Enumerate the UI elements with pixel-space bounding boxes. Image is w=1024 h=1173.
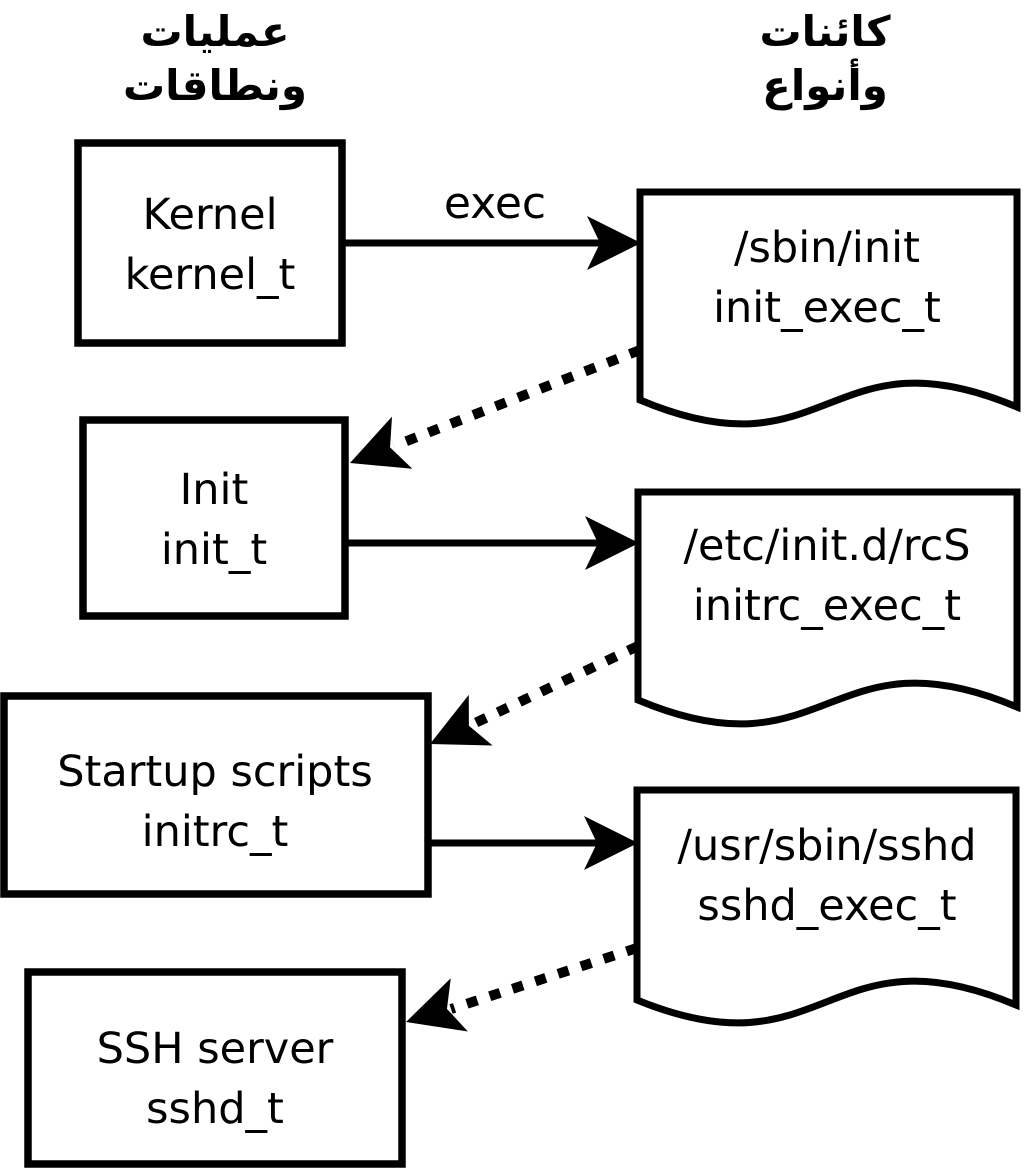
transition-arrow-sbin-init-to-init-head-icon (340, 417, 413, 490)
transition-arrow-sshd-exec-to-sshd-line (451, 948, 637, 1009)
column-header-objects-types (610, 5, 1024, 113)
column-header-objects-line2: وأنواع (762, 61, 888, 110)
process-type: kernel_t (124, 250, 296, 300)
column-header-objects-line1: كائنات (759, 7, 891, 56)
usr-sbin-sshd-document-label (637, 816, 1017, 936)
arrow-init-to-rcs (345, 516, 639, 570)
init-box-label (84, 460, 344, 580)
transition-arrow-sbin-init-to-init-line (394, 350, 640, 446)
process-name: Kernel (142, 190, 278, 240)
object-type: init_exec_t (713, 283, 941, 333)
process-type: sshd_t (146, 1084, 284, 1134)
transition-arrow-sshd-exec-to-sshd-head-icon (397, 978, 467, 1048)
transition-arrow-sbin-init-to-init (340, 350, 640, 489)
object-path: /etc/init.d/rcS (683, 521, 971, 571)
exec-edge-label: exec (443, 178, 547, 229)
object-path: /sbin/init (734, 223, 920, 273)
arrow-initrc-to-sshd (428, 816, 638, 870)
column-header-processes-line2: ونطاقات (122, 61, 308, 110)
object-type: initrc_exec_t (692, 581, 962, 631)
sbin-init-document-label (637, 218, 1017, 338)
transition-arrow-rcs-to-initrc (418, 646, 638, 769)
object-path: /usr/sbin/sshd (677, 821, 977, 871)
transition-arrow-sshd-exec-to-sshd (397, 948, 637, 1049)
transition-arrow-rcs-to-initrc-line (473, 646, 638, 724)
etc-initd-rcs-document-label (637, 516, 1017, 636)
column-header-processes-domains (0, 5, 430, 113)
kernel-box-label (80, 185, 340, 305)
ssh-server-box-label (28, 1019, 402, 1139)
process-type: init_t (160, 525, 268, 575)
process-type: initrc_t (141, 807, 289, 857)
column-header-processes-line1: عمليات (140, 7, 290, 56)
process-name: Startup scripts (57, 747, 373, 797)
process-name: Init (179, 465, 249, 515)
process-name: SSH server (96, 1024, 334, 1074)
startup-scripts-box-label (2, 742, 428, 862)
object-type: sshd_exec_t (697, 881, 957, 931)
